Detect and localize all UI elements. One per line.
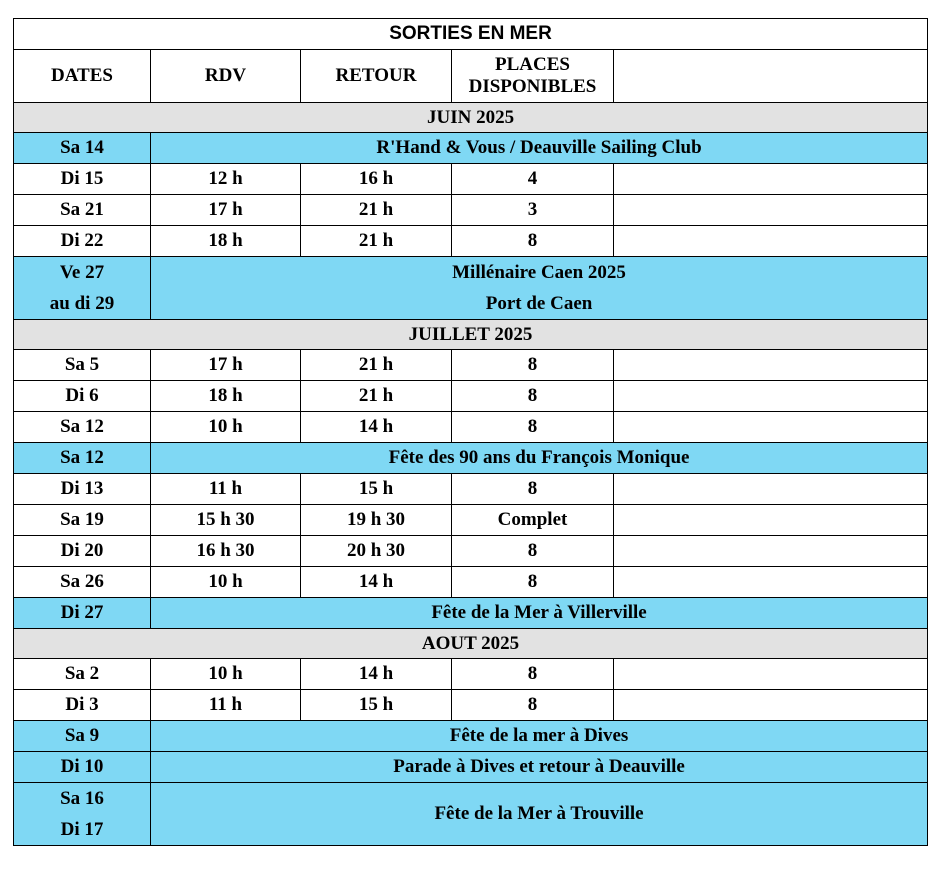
header-retour: RETOUR [301, 50, 452, 103]
header-places-line2: DISPONIBLES [468, 76, 597, 97]
cell-rdv: 11 h [151, 690, 301, 721]
cell-places: 8 [452, 474, 614, 505]
table-row [14, 412, 928, 443]
event-row [14, 721, 928, 752]
event-date-line2: Di 17 [60, 819, 104, 840]
cell-date: Sa 2 [14, 659, 151, 690]
table-title: SORTIES EN MER [14, 19, 928, 50]
schedule-table [13, 18, 928, 846]
cell-extra [614, 505, 928, 536]
cell-places: Complet [452, 505, 614, 536]
cell-retour: 16 h [301, 164, 452, 195]
cell-extra [614, 690, 928, 721]
cell-places: 8 [452, 226, 614, 257]
cell-places: 8 [452, 659, 614, 690]
schedule-document [13, 18, 927, 846]
cell-rdv: 12 h [151, 164, 301, 195]
cell-places: 8 [452, 350, 614, 381]
table-row [14, 505, 928, 536]
cell-retour: 20 h 30 [301, 536, 452, 567]
cell-date: Di 6 [14, 381, 151, 412]
table-row [14, 567, 928, 598]
month-row [14, 103, 928, 133]
table-row [14, 536, 928, 567]
event-row [14, 752, 928, 783]
event-date: Sa 12 [14, 443, 151, 474]
event-description: Fête de la mer à Dives [151, 721, 928, 752]
month-header: AOUT 2025 [14, 629, 928, 659]
event-description: Fête de la Mer à Trouville [151, 783, 928, 846]
cell-places: 3 [452, 195, 614, 226]
cell-retour: 21 h [301, 226, 452, 257]
event-date-line2: au di 29 [49, 293, 115, 314]
table-row [14, 350, 928, 381]
cell-rdv: 10 h [151, 412, 301, 443]
event-text-line1: Millénaire Caen 2025 [452, 262, 626, 283]
cell-extra [614, 381, 928, 412]
table-row [14, 659, 928, 690]
header-rdv: RDV [151, 50, 301, 103]
event-description [151, 257, 928, 320]
header-places-line1: PLACES [495, 54, 570, 76]
event-row [14, 598, 928, 629]
cell-extra [614, 350, 928, 381]
header-row [14, 50, 928, 103]
event-date-line1: Sa 16 [60, 788, 104, 809]
cell-extra [614, 164, 928, 195]
cell-retour: 21 h [301, 350, 452, 381]
event-row [14, 257, 928, 320]
header-extra [614, 50, 928, 103]
cell-date: Di 22 [14, 226, 151, 257]
table-row [14, 195, 928, 226]
event-date: Di 10 [14, 752, 151, 783]
event-date: Di 27 [14, 598, 151, 629]
event-date: Sa 14 [14, 133, 151, 164]
cell-retour: 14 h [301, 412, 452, 443]
cell-date: Di 20 [14, 536, 151, 567]
table-row [14, 381, 928, 412]
event-date-line1: Ve 27 [59, 262, 105, 283]
event-date: Sa 9 [14, 721, 151, 752]
month-row [14, 629, 928, 659]
month-row [14, 320, 928, 350]
cell-date: Sa 19 [14, 505, 151, 536]
event-date [14, 783, 151, 846]
cell-rdv: 17 h [151, 195, 301, 226]
month-header: JUILLET 2025 [14, 320, 928, 350]
event-row [14, 133, 928, 164]
event-row [14, 783, 928, 846]
cell-retour: 14 h [301, 659, 452, 690]
cell-extra [614, 412, 928, 443]
table-row [14, 164, 928, 195]
cell-date: Di 13 [14, 474, 151, 505]
cell-extra [614, 195, 928, 226]
cell-places: 8 [452, 536, 614, 567]
cell-rdv: 10 h [151, 659, 301, 690]
cell-rdv: 15 h 30 [151, 505, 301, 536]
event-description: Parade à Dives et retour à Deauville [151, 752, 928, 783]
cell-places: 8 [452, 690, 614, 721]
cell-rdv: 11 h [151, 474, 301, 505]
cell-extra [614, 536, 928, 567]
cell-extra [614, 474, 928, 505]
header-dates: DATES [14, 50, 151, 103]
table-row [14, 474, 928, 505]
month-header: JUIN 2025 [14, 103, 928, 133]
header-places [452, 50, 614, 103]
cell-retour: 15 h [301, 474, 452, 505]
event-date [14, 257, 151, 320]
table-row [14, 226, 928, 257]
cell-rdv: 18 h [151, 226, 301, 257]
cell-date: Sa 5 [14, 350, 151, 381]
event-description: Fête de la Mer à Villerville [151, 598, 928, 629]
event-row [14, 443, 928, 474]
cell-extra [614, 567, 928, 598]
cell-rdv: 17 h [151, 350, 301, 381]
cell-retour: 15 h [301, 690, 452, 721]
title-row [14, 19, 928, 50]
cell-retour: 14 h [301, 567, 452, 598]
event-description: Fête des 90 ans du François Monique [151, 443, 928, 474]
cell-rdv: 16 h 30 [151, 536, 301, 567]
cell-places: 8 [452, 412, 614, 443]
cell-extra [614, 226, 928, 257]
table-row [14, 690, 928, 721]
event-description: R'Hand & Vous / Deauville Sailing Club [151, 133, 928, 164]
cell-places: 8 [452, 381, 614, 412]
event-text-line2: Port de Caen [485, 293, 593, 314]
cell-places: 4 [452, 164, 614, 195]
cell-date: Di 3 [14, 690, 151, 721]
cell-date: Sa 21 [14, 195, 151, 226]
cell-places: 8 [452, 567, 614, 598]
cell-date: Di 15 [14, 164, 151, 195]
schedule-table-body [14, 19, 928, 846]
cell-retour: 21 h [301, 195, 452, 226]
cell-date: Sa 12 [14, 412, 151, 443]
cell-date: Sa 26 [14, 567, 151, 598]
cell-rdv: 10 h [151, 567, 301, 598]
cell-retour: 19 h 30 [301, 505, 452, 536]
cell-retour: 21 h [301, 381, 452, 412]
cell-extra [614, 659, 928, 690]
cell-rdv: 18 h [151, 381, 301, 412]
